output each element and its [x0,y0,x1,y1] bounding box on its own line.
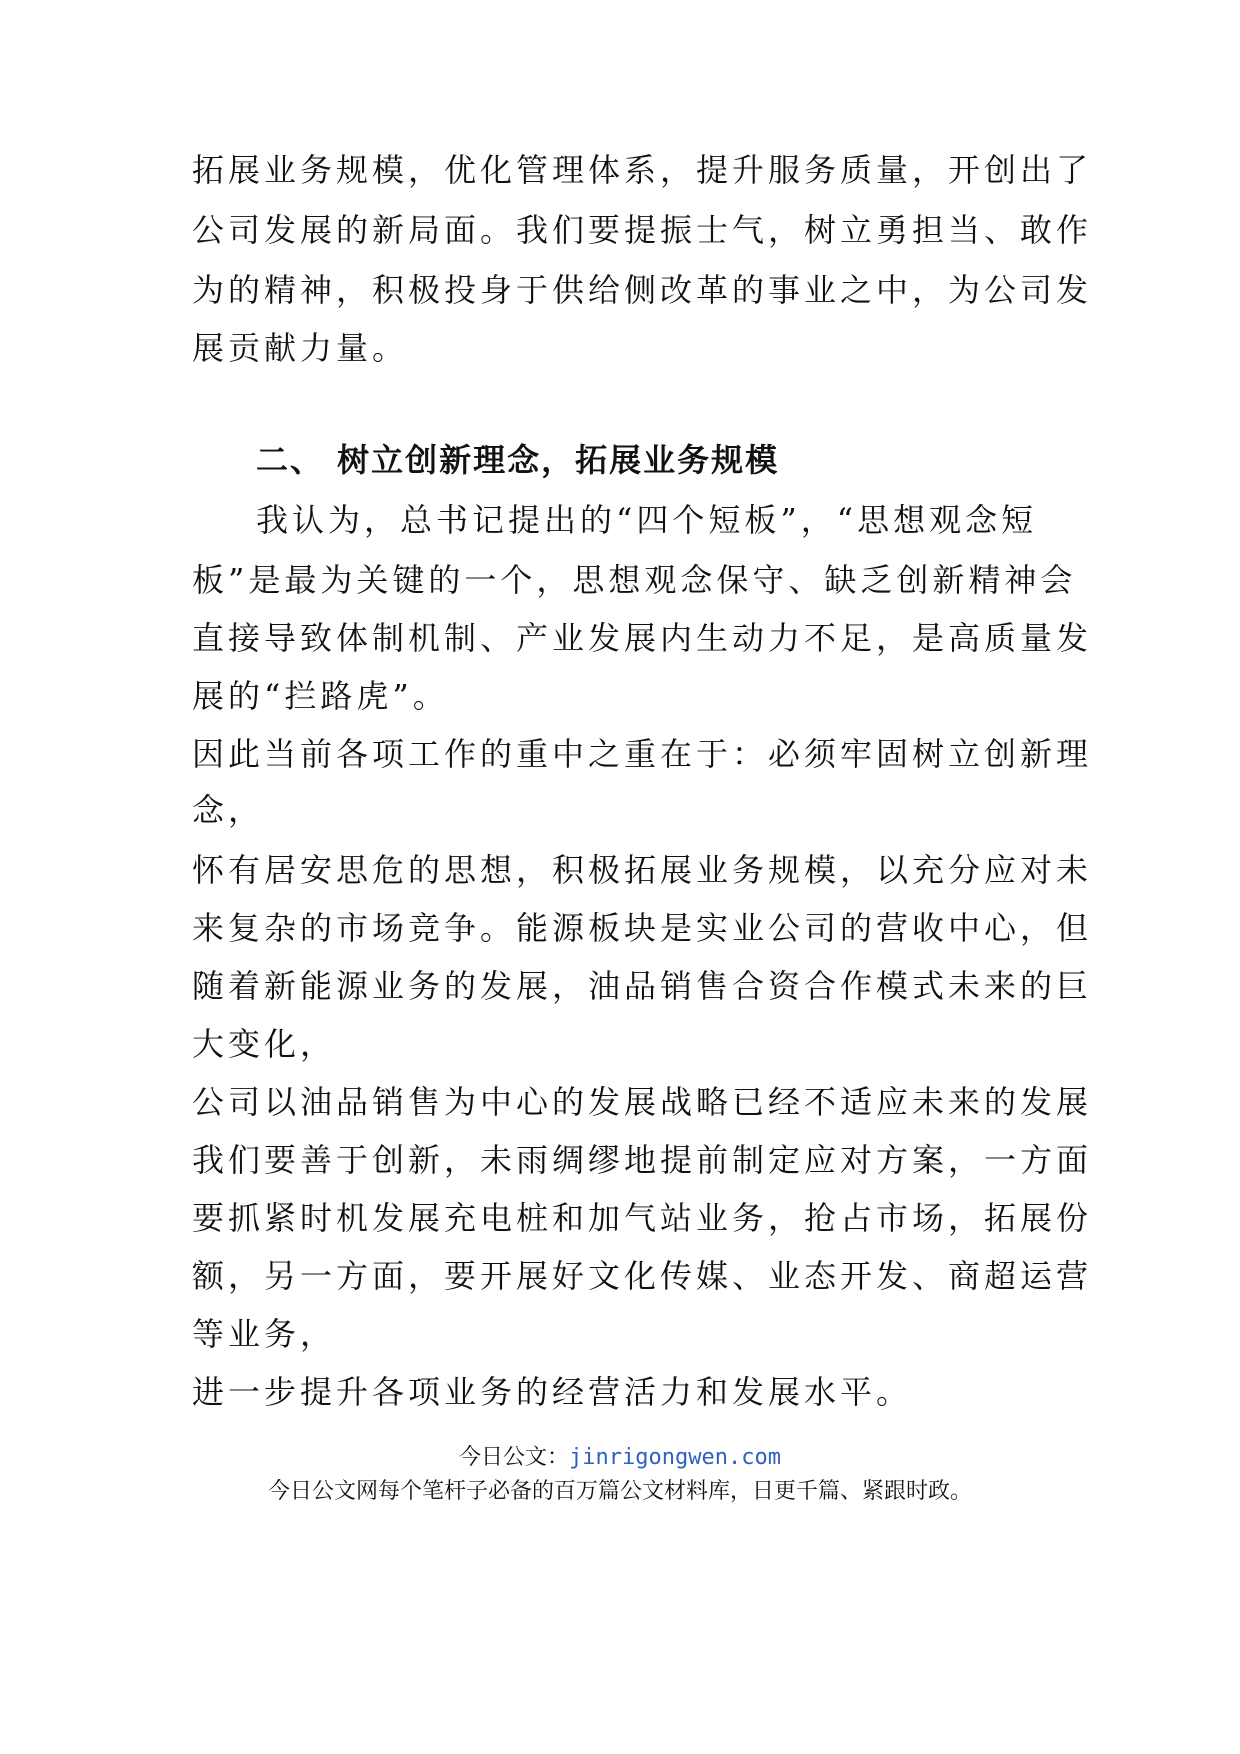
paragraph-line: 大变化， [192,1025,337,1063]
paragraph-line: 怀有居安思危的思想，积极拓展业务规模，以充分应对未 [192,851,1093,889]
paragraph-line: 板”是最为关键的一个，思想观念保守、缺乏创新精神会 [192,561,1077,599]
footer-slogan: 今日公文网每个笔杆子必备的百万篇公文材料库，日更千篇、紧跟时政。 [267,1479,972,1504]
paragraph-line: 来复杂的市场竞争。能源板块是实业公司的营收中心，但 [192,909,1093,947]
paragraph-line: 等业务， [192,1315,337,1353]
paragraph-line: 我们要善于创新，未雨绸缪地提前制定应对方案，一方面 [192,1141,1093,1179]
paragraph-line: 随着新能源业务的发展，油品销售合资合作模式未来的巨 [192,967,1093,1005]
section-heading: 二、 树立创新理念，拓展业务规模 [256,441,780,479]
paragraph-line: 我认为，总书记提出的“四个短板”，“思想观念短 [256,501,1038,539]
paragraph-line: 公司发展的新局面。我们要提振士气，树立勇担当、敢作 [192,211,1093,249]
paragraph-line: 进一步提升各项业务的经营活力和发展水平。 [192,1373,913,1411]
paragraph-line: 要抓紧时机发展充电桩和加气站业务，抢占市场，拓展份 [192,1199,1093,1237]
paragraph-line: 拓展业务规模，优化管理体系，提升服务质量，开创出了 [192,151,1093,189]
footer-site-link[interactable]: jinrigongwen.com [569,1445,781,1470]
paragraph-line: 为的精神，积极投身于供给侧改革的事业之中，为公司发 [192,271,1093,309]
paragraph-line: 因此当前各项工作的重中之重在于：必须牢固树立创新理 [192,735,1093,773]
paragraph-line: 展贡献力量。 [192,329,409,367]
paragraph-line: 念， [192,791,265,829]
paragraph-line: 直接导致体制机制、产业发展内生动力不足，是高质量发 [192,619,1093,657]
footer-site-label: 今日公文： [459,1445,570,1470]
paragraph-line: 额，另一方面，要开展好文化传媒、业态开发、商超运营 [192,1257,1093,1295]
paragraph-line: 公司以油品销售为中心的发展战略已经不适应未来的发展 [192,1083,1093,1121]
paragraph-line: 展的“拦路虎”。 [192,677,449,715]
footer-site-line [0,1444,1240,1472]
